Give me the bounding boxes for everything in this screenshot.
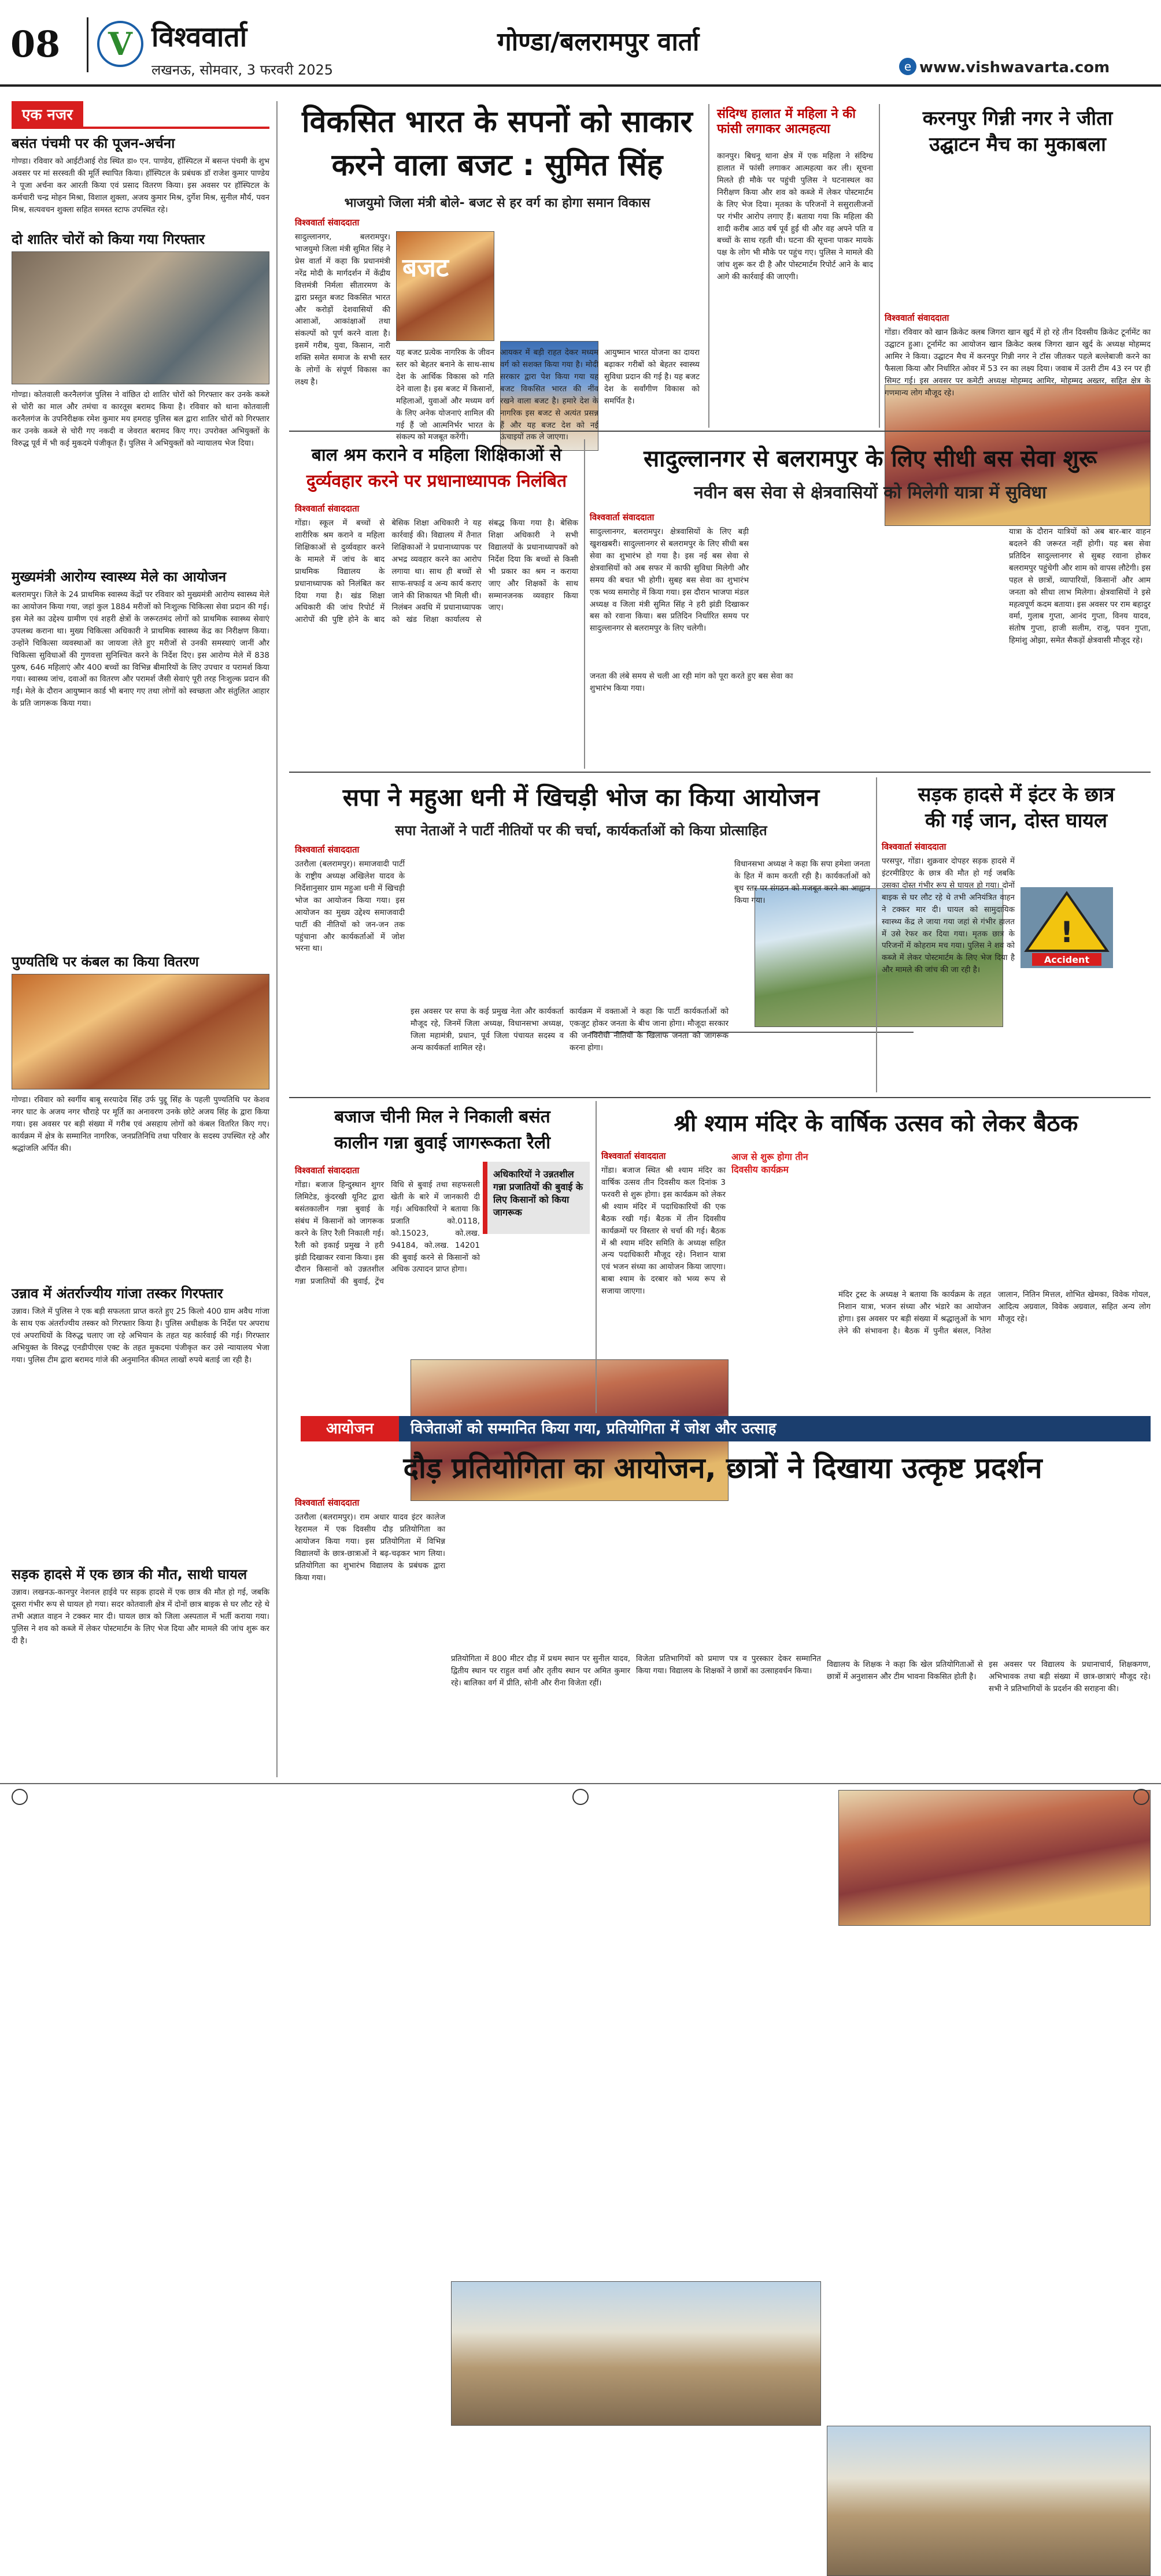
blanket-distribution-photo <box>12 974 269 1089</box>
sugar-body-cont <box>483 1240 590 1410</box>
ginni-headline-1: करनपुर गिन्नी नगर ने जीता <box>922 107 1113 130</box>
accident-byline: विश्ववार्ता संवाददाता <box>882 842 946 852</box>
sugar-headline-1: बजाज चीनी मिल ने निकाली बसंत <box>334 1107 550 1127</box>
khichdi-col-2: इस अवसर पर सपा के कई प्रमुख नेता और कार्यकर्ता मौजूद रहे, जिनमें जिला अध्यक्ष, विधानसभा अध्यक्ष, जिला महामंत्री, प्रधान, पूर्व जिला पंचायत सदस्य व अन्य कार्यकर्ता शामिल रहे। <box>411 1007 564 1052</box>
page-footer <box>0 1783 1161 1809</box>
sugar-pull-quote: अधिकारियों ने उन्नतशील गन्ना प्रजातियों की बुवाई के लिए किसानों को किया जागरूक <box>483 1162 590 1234</box>
teacher-headline-1: बाल श्रम कराने व महिला शिक्षिकाओं से <box>311 445 562 465</box>
column-divider <box>876 777 877 1092</box>
globe-icon: e <box>899 58 916 75</box>
shyam-col-3: मंदिर ट्रस्ट के अध्यक्ष ने बताया कि कार्यक्रम के तहत निशान यात्रा, भजन संध्या और भंडारे का आयोजन होगा। इस अवसर पर बड़ी संख्या में श्रद्धालुओं के भाग लेने की संभावना है। बैठक में पुनीत बंसल, नितेश जालान, नितिन मित्तल, शोभित खेमका, विवेक गोयल, आदित्य अग्रवाल, विवेक अग्रवाल, सहित अन्य लोग मौजूद रहे। <box>838 1290 1151 1336</box>
sidebar-headline: दो शातिर चोरों को किया गया गिरफ्तार <box>12 231 205 247</box>
sugar-byline: विश्ववार्ता संवाददाता <box>295 1165 360 1176</box>
shyam-body: गोंडा। बजाज स्थित श्री श्याम मंदिर का वार्षिक उत्सव तीन दिवसीय कल दिनांक 3 फरवरी से शुरू होगा। इस कार्यक्रम को लेकर श्री श्याम मंदिर में पदाधिकारियों की एक बैठक रखी गई। बैठक में तीन दिवसीय कार्यक्रमों पर विस्तार से चर्चा की गई। बैठक में श्री श्याम मंदिर समिति के अध्यक्ष सहित अन्य पदाधिकारी मौजूद रहे। निशान यात्रा एवं भजन संध्या का आयोजन किया जाएगा। बाबा श्याम के दरबार को भव्य रूप से सजाया जाएगा। <box>601 1166 726 1296</box>
brand-name: विश्ववार्ता <box>151 21 247 53</box>
section-banner-text: विजेताओं को सम्मानित किया गया, प्रतियोगिता में जोश और उत्साह <box>411 1420 777 1437</box>
sugar-body: गोंडा। बजाज हिन्दुस्थान शुगर लिमिटेड, कुंदरखी यूनिट द्वारा बसंतकालीन गन्ना बुवाई के संबंध में किसानों को जागरूक करने के लिए रैली निकाली गई। रैली को इकाई प्रमुख ने हरी झंडी दिखाकर रवाना किया। इस दौरान किसानों को उन्नतशील गन्ना प्रजातियों की बुवाई, ट्रेंच विधि से बुवाई तथा सहफसली खेती के बारे में जानकारी दी गई। अधिकारियों ने बताया कि प्रजाति को.0118, को.15023, को.लख. 94184, को.लख. 14201 की बुवाई करने से किसानों को अधिक उत्पादन प्राप्त होगा। <box>295 1180 480 1287</box>
sidebar-headline: मुख्यमंत्री आरोग्य स्वास्थ्य मेले का आयोजन <box>12 569 227 585</box>
section-divider <box>289 1097 1151 1098</box>
registration-mark-icon <box>12 1789 28 1805</box>
khichdi-col-1: उतरौला (बलरामपुर)। समाजवादी पार्टी के राष्ट्रीय अध्यक्ष अखिलेश यादव के निर्देशानुसार ग्राम महुआ धनी में खिचड़ी भोज का आयोजन किया गया। इस आयोजन का मुख्य उद्देश्य समाजवादी पार्टी की नीतियों को जन-जन तक पहुंचाना और कार्यकर्ताओं में जोश भरना था। <box>295 859 405 954</box>
sidebar-body: बलरामपुर। जिले के 24 प्राथमिक स्वास्थ्य केंद्रों पर रविवार को मुख्यमंत्री आरोग्य स्वास्थ्य मेले का आयोजन किया गया, जहां कुल 1884 मरीजों को निःशुल्क चिकित्सा सेवा प्रदान की गई। इस मेले का उद्देश्य ग्रामीण एवं शहरी क्षेत्रों के जरूरतमंद लोगों को प्राथमिक स्वास्थ्य सेवाएं उपलब्ध कराना था। मुख्य चिकित्सा अधिकारी ने प्राथमिक स्वास्थ्य केंद्र का निरीक्षण किया। उन्होंने चिकित्सा व्यवस्थाओं का जायजा लेते हुए मरीजों से उनकी समस्याएं जानीं और चिकित्सा सुविधाओं की गुणवत्ता सुनिश्चित करने के निर्देश दिए। इस आरोग्य मेले में 838 पुरुष, 646 महिलाएं और 400 बच्चों का विभिन्न बीमारियों के लिए उपचार व परामर्श किया गया। स्वास्थ्य जांच, दवाओं का वितरण और परामर्श जैसी सेवाएं पूरी तरह निःशुल्क प्रदान की गईं। मेले के दौरान आयुष्मान कार्ड भी बनाए गए तथा लोगों को स्वच्छता और संतुलित आहार के प्रति जागरूक किया गया। <box>12 590 269 709</box>
section-banner-tag: आयोजन <box>301 1416 399 1441</box>
section-divider <box>289 431 1151 432</box>
brand-logo-icon: V <box>97 21 143 67</box>
budget-col-4: आयुष्मान भारत योजना का दायरा बढ़ाकर गरीबों को बेहतर स्वास्थ्य सुविधा प्रदान की गई है। यह बजट देश के सर्वांगीण विकास को समर्पित है। <box>604 348 700 406</box>
ginni-headline-2: उद्घाटन मैच का मुकाबला <box>929 133 1106 156</box>
bus-headline: सादुल्लानगर से बलरामपुर के लिए सीधी बस सेवा शुरू <box>644 446 1097 472</box>
accident-body: परसपुर, गोंडा। शुक्रवार दोपहर सड़क हादसे में इंटरमीडिएट के छात्र की मौत हो गई जबकि उसका दोस्त गंभीर रूप से घायल हो गया। दोनों बाइक से घर लौट रहे थे तभी अनियंत्रित वाहन ने टक्कर मार दी। घायल को सामुदायिक स्वास्थ्य केंद्र ले जाया गया जहां से गंभीर हालत में उसे रेफर कर दिया गया। मृतक छात्र के परिजनों में कोहराम मच गया। पुलिस ने शव को कब्जे में लेकर पोस्टमार्टम के लिए भेज दिया है और मामले की जांच की जा रही है। <box>882 857 1015 975</box>
race-byline: विश्ववार्ता संवाददाता <box>295 1498 360 1508</box>
khichdi-col-4: विधानसभा अध्यक्ष ने कहा कि सपा हमेशा जनता के हित में काम करती रही है। कार्यकर्ताओं को बूथ स्तर पर संगठन को मजबूत करने का आह्वान किया गया। <box>734 859 870 905</box>
bus-caption: जनता की लंबे समय से चली आ रही मांग को पूरा करते हुए बस सेवा का शुभारंभ किया गया। <box>590 672 793 693</box>
sidebar-ek-nazar <box>12 101 278 1777</box>
sugar-headline-2: कालीन गन्ना बुवाई जागरूकता रैली <box>334 1133 550 1153</box>
arrest-photo <box>12 251 269 384</box>
shyam-headline: श्री श्याम मंदिर के वार्षिक उत्सव को लेकर बैठक <box>674 1110 1078 1137</box>
column-divider <box>596 1101 597 1413</box>
budget-col-1: सादुल्लानगर, बलरामपुर। भाजयुमो जिला मंत्री सुमित सिंह ने प्रेस वार्ता में कहा कि प्रधानमंत्री नरेंद्र मोदी के मार्गदर्शन में केंद्रीय वित्तमंत्री निर्मला सीतारमण के द्वारा प्रस्तुत बजट विकसित भारत और करोड़ों देशवासियों की आशाओं, आकांक्षाओं तथा संकल्पों को पूर्ण करने वाला है। इसमें गरीब, युवा, किसान, नारी शक्ति समेत समाज के सभी स्तर के लोगों के संपूर्ण विकास का लक्ष्य है। <box>295 232 390 387</box>
race-col-3: विजेता प्रतिभागियों को प्रमाण पत्र व पुरस्कार देकर सम्मानित किया गया। विद्यालय के शिक्षकों ने छात्रों का उत्साहवर्धन किया। <box>636 1654 821 1676</box>
khichdi-col-3: कार्यक्रम में वक्ताओं ने कहा कि पार्टी कार्यकर्ताओं को एकजुट होकर जनता के बीच जाना होगा। मौजूदा सरकार की जनविरोधी नीतियों के खिलाफ जनता को जागरूक करना होगा। <box>570 1007 729 1052</box>
bus-byline: विश्ववार्ता संवाददाता <box>590 512 655 522</box>
column-divider <box>708 104 709 428</box>
budget-subheadline: भाजयुमो जिला मंत्री बोले- बजट से हर वर्ग का होगा समान विकास <box>344 196 650 210</box>
sidebar-tag-rule <box>12 127 269 129</box>
column-divider <box>584 439 585 769</box>
page-number: 08 <box>10 23 61 65</box>
accident-headline-2: की गई जान, दोस्त घायल <box>925 809 1108 832</box>
budget-graphic-label: बजट <box>402 253 449 283</box>
sidebar-headline: उन्नाव में अंतर्राज्यीय गांजा तस्कर गिरफ्तार <box>12 1285 223 1302</box>
temple-meeting-photo <box>838 1790 1151 1926</box>
race-col-1: उतरौला (बलरामपुर)। राम अधार यादव इंटर कालेज रेहरामल में एक दिवसीय दौड़ प्रतियोगिता का आयोजन किया गया। इस प्रतियोगिता में विभिन्न विद्यालयों के छात्र-छात्राओं ने बढ़-चढ़कर भाग लिया। प्रतियोगिता का शुभारंभ विद्यालय के प्रबंधक द्वारा किया गया। <box>295 1513 445 1582</box>
accident-sign-text: Accident <box>1044 954 1090 965</box>
shyam-col-2 <box>731 1191 833 1410</box>
bus-body: सादुल्लानगर, बलरामपुर। क्षेत्रवासियों के लिए बड़ी खुशखबरी। सादुल्लानगर से बलरामपुर के लिए सीधी बस सेवा का शुभारंभ हो गया है। इस नई बस सेवा से क्षेत्रवासियों को अब सफर में काफी सुविधा मिलेगी और समय की बचत भी होगी। सुबह बस सेवा का शुभारंभ एक भव्य समारोह में किया गया। इस दौरान भाजपा मंडल अध्यक्ष व जिला मंत्री सुमित सिंह ने हरी झंडी दिखाकर बस को रवाना किया। बस प्रतिदिन निर्धारित समय पर सादुल्लानगर से बलरामपुर के लिए चलेगी। <box>590 527 749 633</box>
bus-subheadline: नवीन बस सेवा से क्षेत्रवासियों को मिलेगी यात्रा में सुविधा <box>694 483 1047 503</box>
race-col-2: प्रतियोगिता में 800 मीटर दौड़ में प्रथम स्थान पर सुनील यादव, द्वितीय स्थान पर राहुल वर्मा और तृतीय स्थान पर अमित कुमार रहे। बालिका वर्ग में प्रीति, सोनी और रीना विजेता रहीं। <box>451 1654 630 1688</box>
budget-graphic <box>396 231 494 341</box>
sandigdh-body: कानपुर। बिधनू थाना क्षेत्र में एक महिला ने संदिग्ध हालात में फांसी लगाकर आत्महत्या कर ली। सूचना मिलते ही मौके पर पहुंची पुलिस ने घटनास्थल का निरीक्षण किया और शव को कब्जे में लेकर पोस्टमार्टम के लिए भेज दिया। मृतका के परिजनों ने ससुरालीजनों पर गंभीर आरोप लगाए हैं। बताया गया कि महिला की शादी करीब आठ वर्ष पूर्व हुई थी और वह अपने पति व बच्चों के साथ रहती थी। घटना की सूचना पाकर मायके पक्ष के लोग भी मौके पर पहुंच गए। पुलिस ने मामले की जांच शुरू कर दी है और पोस्टमार्टम रिपोर्ट आने के बाद आगे की कार्रवाई की जाएगी। <box>717 151 873 282</box>
khichdi-subheadline: सपा नेताओं ने पार्टी नीतियों पर की चर्चा, कार्यकर्ताओं को किया प्रोत्साहित <box>395 822 767 839</box>
budget-headline-1: विकसित भारत के सपनों को साकार <box>302 105 693 139</box>
khichdi-headline: सपा ने महुआ धनी में खिचड़ी भोज का किया आयोजन <box>342 783 820 811</box>
sidebar-body: उन्नाव। लखनऊ-कानपुर नेशनल हाईवे पर सड़क हादसे में एक छात्र की मौत हो गई, जबकि दूसरा गंभीर रूप से घायल हो गया। सदर कोतवाली क्षेत्र में दोनों छात्र बाइक से घर लौट रहे थे तभी अज्ञात वाहन ने टक्कर मार दी। घायल छात्र को जिला अस्पताल में भर्ती कराया गया। पुलिस ने शव को कब्जे में लेकर पोस्टमार्टम के लिए भेज दिया और मामले की जांच शुरू कर दी है। <box>12 1588 269 1645</box>
sidebar-body: गोण्डा। कोतवाली करनैलगंज पुलिस ने वांछित दो शातिर चोरों को गिरफ्तार कर उनके कब्जे से चोरी का माल और तमंचा व कारतूस बरामद किया है। रविवार को थाना कोतवाली करनैलगंज के उपनिरीक्षक रमेश कुमार मय हमराह पुलिस बल द्वारा शातिर चोरों को गिरफ्तार कर उनके कब्जे से चोरी गए नकदी व जेवरात बरामद किए गए। उपरोक्त अभियुक्तों के विरुद्ध पूर्व में भी कई मुकदमे पंजीकृत हैं। पुलिस ने अभियुक्तों को न्यायालय भेज दिया। <box>12 390 269 448</box>
race-col-4: विद्यालय के शिक्षक ने कहा कि खेल प्रतियोगिताओं से छात्रों में अनुशासन और टीम भावना विकसित होती है। <box>827 1660 983 1681</box>
section-divider <box>289 772 1151 773</box>
sidebar-tag: एक नजर <box>12 101 83 127</box>
masthead-divider <box>87 17 88 72</box>
teacher-headline-2: दुर्व्यवहार करने पर प्रधानाध्यापक निलंबित <box>306 471 567 491</box>
budget-headline-2: करने वाला बजट : सुमित सिंह <box>331 148 663 183</box>
registration-mark-icon <box>1133 1789 1149 1805</box>
sidebar-body: गोण्डा। रविवार को स्वर्गीय बाबू सरयादेव सिंह उर्फ पुद्दू सिंह के पहली पुण्यतिथि पर केशव नगर घाट के अजय नगर चौराहे पर मूर्ति का अनावरण उनके छोटे अजय सिंह के द्वारा किया गया। इस अवसर पर बड़ी संख्या में गरीब एवं असहाय लोगों को कंबल वितरित किए गए। कार्यक्रम में क्षेत्र के सम्मानित नागरिक, जनप्रतिनिधि तथा परिवार के सदस्य उपस्थित रहे और श्रद्धांजलि अर्पित की। <box>12 1095 269 1153</box>
race-headline: दौड़ प्रतियोगिता का आयोजन, छात्रों ने दिखाया उत्कृष्ट प्रदर्शन <box>403 1451 1042 1485</box>
column-divider <box>879 104 880 428</box>
masthead <box>0 0 1161 87</box>
teacher-body: गोंडा। स्कूल में बच्चों से शारीरिक श्रम कराने व महिला शिक्षिकाओं से दुर्व्यवहार करने के मामले में जांच के बाद प्राथमिक विद्यालय के प्रधानाध्यापक को निलंबित कर दिया गया है। खंड शिक्षा अधिकारी की जांच रिपोर्ट में आरोपों की पुष्टि होने के बाद बेसिक शिक्षा अधिकारी ने यह कार्रवाई की। विद्यालय में तैनात शिक्षिकाओं ने प्रधानाध्यापक पर अभद्र व्यवहार करने का आरोप लगाया था। साथ ही बच्चों से साफ-सफाई व अन्य कार्य कराए जाने की शिकायत भी मिली थी। निलंबन अवधि में प्रधानाध्यापक को खंड शिक्षा कार्यालय से संबद्ध किया गया है। बेसिक शिक्षा अधिकारी ने सभी विद्यालयों के प्रधानाध्यापकों को निर्देश दिया कि बच्चों से किसी भी प्रकार का श्रम न कराया जाए और शिक्षकों के साथ सम्मानजनक व्यवहार किया जाए। <box>295 518 578 625</box>
accident-headline-1: सड़क हादसे में इंटर के छात्र <box>918 783 1115 806</box>
svg-text:!: ! <box>1060 916 1074 949</box>
dateline: लखनऊ, सोमवार, 3 फरवरी 2025 <box>151 62 334 78</box>
accident-sign-icon <box>1021 887 1113 968</box>
budget-byline: विश्ववार्ता संवाददाता <box>295 217 360 228</box>
sandigdh-headline: संदिग्ध हालात में महिला ने की फांसी लगाकर आत्महत्या <box>717 107 856 137</box>
sidebar-headline: पुण्यतिथि पर कंबल का किया वितरण <box>12 954 199 970</box>
khichdi-byline: विश्ववार्ता संवाददाता <box>295 844 360 855</box>
registration-mark-icon <box>572 1789 589 1805</box>
ginni-byline: विश्ववार्ता संवाददाता <box>885 313 949 323</box>
race-col-5: इस अवसर पर विद्यालय के प्रधानाचार्य, शिक्षकगण, अभिभावक तथा बड़ी संख्या में छात्र-छात्राएं मौजूद रहे। सभी ने प्रतिभागियों के प्रदर्शन की सराहना की। <box>989 1660 1151 1693</box>
edition-title: गोण्डा/बलरामपुर वार्ता <box>497 27 700 57</box>
race-award-photo <box>451 2281 821 2426</box>
shyam-byline: विश्ववार्ता संवाददाता <box>601 1151 666 1161</box>
bus-col-3: यात्रा के दौरान यात्रियों को अब बार-बार वाहन बदलने की जरूरत नहीं होगी। यह बस सेवा प्रतिदिन सादुल्लानगर से सुबह रवाना होकर बलरामपुर पहुंचेगी और शाम को वापस लौटेगी। इस पहल से छात्रों, व्यापारियों, किसानों और आम जनता को सीधा लाभ मिलेगा। क्षेत्रवासियों ने इसे महत्वपूर्ण कदम बताया। इस अवसर पर राम बहादुर वर्मा, गुलाब गुप्ता, आनंद गुप्ता, विनय यादव, संतोष गुप्ता, हाजी सलीम, राजू, पवन गुप्ता, हिमांशु ओझा, समेत सैकड़ों क्षेत्रवासी मौजूद रहे। <box>1009 527 1151 646</box>
budget-col-2: यह बजट प्रत्येक नागरिक के जीवन स्तर को बेहतर बनाने के साथ-साथ देश के आर्थिक विकास को गति देने वाला है। इस बजट में किसानों, महिलाओं, युवाओं और मध्यम वर्ग के लिए अनेक योजनाएं शामिल की गई हैं जो आत्मनिर्भर भारत के संकल्प को मजबूत करेंगी। <box>396 348 494 442</box>
ginni-body: गोंडा। रविवार को खान क्रिकेट क्लब जिगरा खान खुर्द में हो रहे तीन दिवसीय क्रिकेट टूर्नामेंट का उद्घाटन हुआ। टूर्नामेंट का आयोजन खान क्रिकेट क्लब जिगरा खान खुर्द के अध्यक्ष मोहम्मद आमिर ने किया। उद्घाटन मैच में करनपुर गिन्नी नगर ने टॉस जीतकर पहले बल्लेबाजी करने का फैसला किया और निर्धारित ओवर में 53 रन का लक्ष्य दिया। जवाब में उतरी टीम 43 रन पर ही सिमट गई। इस अवसर पर कमेटी अध्यक्ष मोहम्मद आमिर, मोहम्मद अख्तर, सहित क्षेत्र के गणमान्य लोग मौजूद रहे। <box>885 328 1151 398</box>
sidebar-headline: बसंत पंचमी पर की पूजन-अर्चना <box>12 135 175 151</box>
sidebar-body: गोण्डा। रविवार को आईटीआई रोड स्थित डा० एन. पाण्डेय, हॉस्पिटल में बसन्त पंचमी के शुभ अवसर पर मां सरस्वती की मूर्ति स्थापित किया। हॉस्पिटल के प्रबंधक डॉ राजेश कुमार पाण्डेय ने पूजा अर्चना कर आरती किया एवं प्रसाद वितरण किया। इस अवसर पर हॉस्पिटल के कर्मचारी चन्द्र मोहन मिश्रा, विशाल शुक्ला, अजय कुमार मिश्र, दुर्गेश मिश्र, सुनील मौर्य, पवन मिश्र, सत्यवचन शुक्ला सहित समस्त स्टाफ उपस्थित रहे। <box>12 157 269 214</box>
budget-col-3: आयकर में बड़ी राहत देकर मध्यम वर्ग को सशक्त किया गया है। मोदी सरकार द्वारा पेश किया गया यह बजट विकसित भारत की नींव रखने वाला बजट है। हमारे देश के नागरिक इस बजट से अत्यंत प्रसन्न हैं और यह बजट देश को नई ऊंचाइयों तक ले जाएगा। <box>500 348 598 442</box>
sidebar-headline: सड़क हादसे में एक छात्र की मौत, साथी घायल <box>12 1566 247 1582</box>
teacher-byline: विश्ववार्ता संवाददाता <box>295 503 360 514</box>
website-link[interactable]: www.vishwavarta.com <box>919 59 1110 76</box>
sidebar-body: उन्नाव। जिले में पुलिस ने एक बड़ी सफलता प्राप्त करते हुए 25 किलो 400 ग्राम अवैध गांजा के साथ एक अंतर्राज्यीय तस्कर को गिरफ्तार किया है। पुलिस अधीक्षक के निर्देश पर अपराध एवं अपराधियों के विरुद्ध चलाए जा रहे अभियान के तहत यह कार्रवाई की गई। गिरफ्तार अभियुक्त के विरुद्ध एनडीपीएस एक्ट के तहत मुकदमा पंजीकृत कर उसे न्यायालय भेजा गया। पुलिस टीम द्वारा बरामद गांजे की अनुमानित कीमत लाखों रुपये बताई जा रही है। <box>12 1307 269 1365</box>
race-track-photo <box>827 2426 1151 2576</box>
accident-body-cont <box>1021 974 1151 1089</box>
shyam-pull-quote: आज से शुरू होगा तीन दिवसीय कार्यक्रम <box>731 1151 808 1175</box>
